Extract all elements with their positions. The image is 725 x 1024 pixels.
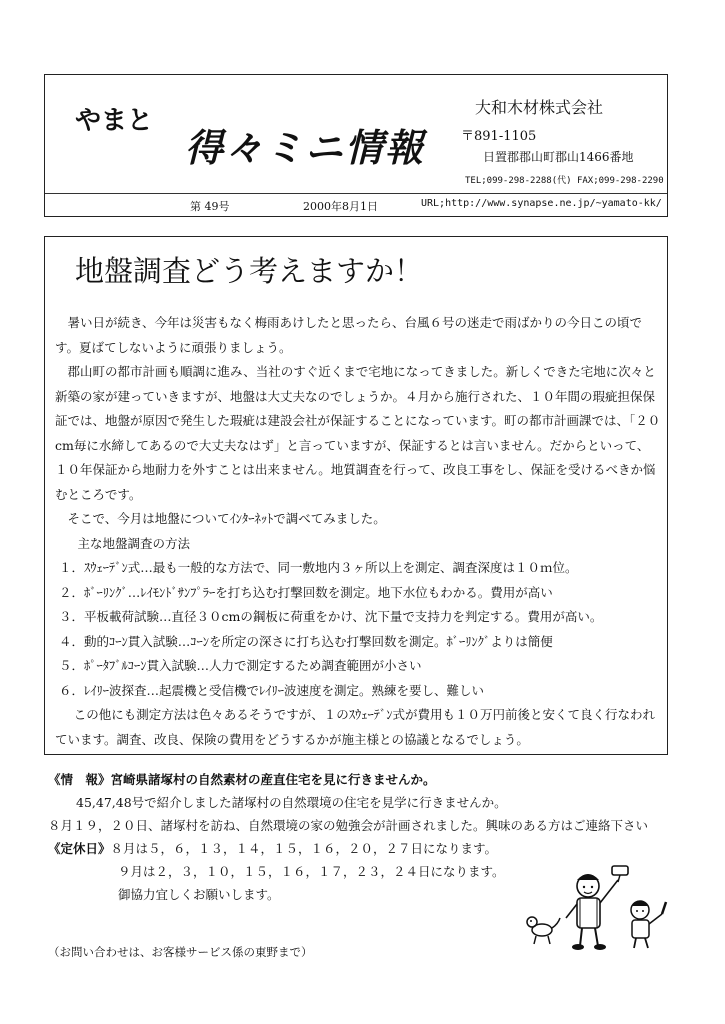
company-address: 日置郡郡山町郡山1466番地 <box>483 150 634 164</box>
paragraph: そこで、今月は地盤についてｲﾝﾀｰﾈｯﾄで調べてみました。 <box>67 511 386 526</box>
method-item: ３．平板載荷試験…直径３０cmの鋼板に荷重をかけ、沈下量で支持力を判定する。費用が高い。 <box>59 609 603 624</box>
closed-days-label: 《定休日》 <box>48 841 111 856</box>
header-divider <box>45 193 667 194</box>
article-title: 地盤調査どう考えますか！ <box>75 254 424 288</box>
brand-small: やまと <box>75 106 154 136</box>
article-body <box>55 311 661 752</box>
info-line: ８月１９，２０日、諸塚村を訪ね、自然環境の家の勉強会が計画されました。興味のある方はご連絡下さい <box>48 818 649 833</box>
article-box <box>44 236 668 755</box>
issue-number: 第 49号 <box>190 200 230 213</box>
contact-note: （お問い合わせは、お客様サービス係の東野まで） <box>48 945 313 959</box>
newsletter-header <box>44 74 668 217</box>
paragraph: 郡山町の都市計画も順調に進み、当社のすぐ近くまで宅地になってきました。新しくできた宅地に次々と新築の家が建っていきますが、地盤は大丈夫なのでしょうか。４月から施行された、１０年間の瑕疵担保保証では、地盤が原因で発生した瑕疵は建設会社が保証することになっています。町の都市計画課では、「２０cm毎に水締してあるので大丈夫なはず」と言っていますが、保証するとは言いません。だからといって、１０年保証から地耐力を外すことは出来ません。地質調査を行って、改良工事をし、保証を受けるべきか悩むところです。 <box>55 364 661 502</box>
painter-mascot-illustration <box>522 858 672 953</box>
info-line: 45,47,48号で紹介しました諸塚村の自然環境の住宅を見学に行きませんか。 <box>76 795 507 810</box>
tel-fax: TEL;099-298-2288(代) FAX;099-298-2290 <box>465 176 664 186</box>
company-name: 大和木材株式会社 <box>475 98 604 117</box>
methods-heading: 主な地盤調査の方法 <box>77 535 191 551</box>
method-item: ４．動的ｺｰﾝ貫入試験…ｺｰﾝを所定の深さに打ち込む打撃回数を測定。ﾎﾞｰﾘﾝｸﾞよりは簡便 <box>59 633 553 649</box>
closed-days-aug-text: ８月は５，６，１３，１４，１５，１６，２０，２７日になります。 <box>110 841 498 856</box>
method-item: ５．ﾎﾟｰﾀﾌﾞﾙｺｰﾝ貫入試験…人力で測定するため調査範囲が小さい <box>59 658 422 673</box>
issue-date: 2000年8月1日 <box>303 200 378 213</box>
newsletter-title: 得々ミニ情報 <box>185 125 426 170</box>
closed-days-aug <box>48 837 678 860</box>
closed-days-sep: ９月は２，３，１０，１５，１６，１７，２３，２４日になります。 <box>118 864 505 879</box>
method-item: ２．ﾎﾞｰﾘﾝｸﾞ…ﾚｲﾓﾝﾄﾞｻﾝﾌﾟﾗｰを打ち込む打撃回数を測定。地下水位もわかる。費用が高い <box>59 584 553 600</box>
postal-code: 〒891-1105 <box>461 129 537 144</box>
website-url[interactable]: URL;http://www.synapse.ne.jp/~yamato-kk/ <box>421 198 662 209</box>
paragraph: 暑い日が続き、今年は災害もなく梅雨あけしたと思ったら、台風６号の迷走で雨ばかりの今日この頃です。夏ばてしないように頑張りましょう。 <box>55 315 643 355</box>
method-item: １．ｽｳｪｰﾃﾞﾝ式…最も一般的な方法で、同一敷地内３ヶ所以上を測定、調査深度は１０ｍ位。 <box>59 560 578 575</box>
info-title: 《情 報》宮崎県諸塚村の自然素材の産直住宅を見に行きませんか。 <box>48 772 436 787</box>
thanks-line: 御協力宜しくお願いします。 <box>118 887 280 902</box>
method-item: ６．ﾚｲﾘｰ波探査…起震機と受信機でﾚｲﾘｰ波速度を測定。熟練を要し、難しい <box>59 682 485 698</box>
closing-paragraph: この他にも測定方法は色々あるそうですが、１のｽｳｪｰﾃﾞﾝ式が費用も１０万円前後と安くて良く行なわれています。調査、改良、保険の費用をどうするかが施主様との協議となるでしょう。 <box>55 707 656 747</box>
